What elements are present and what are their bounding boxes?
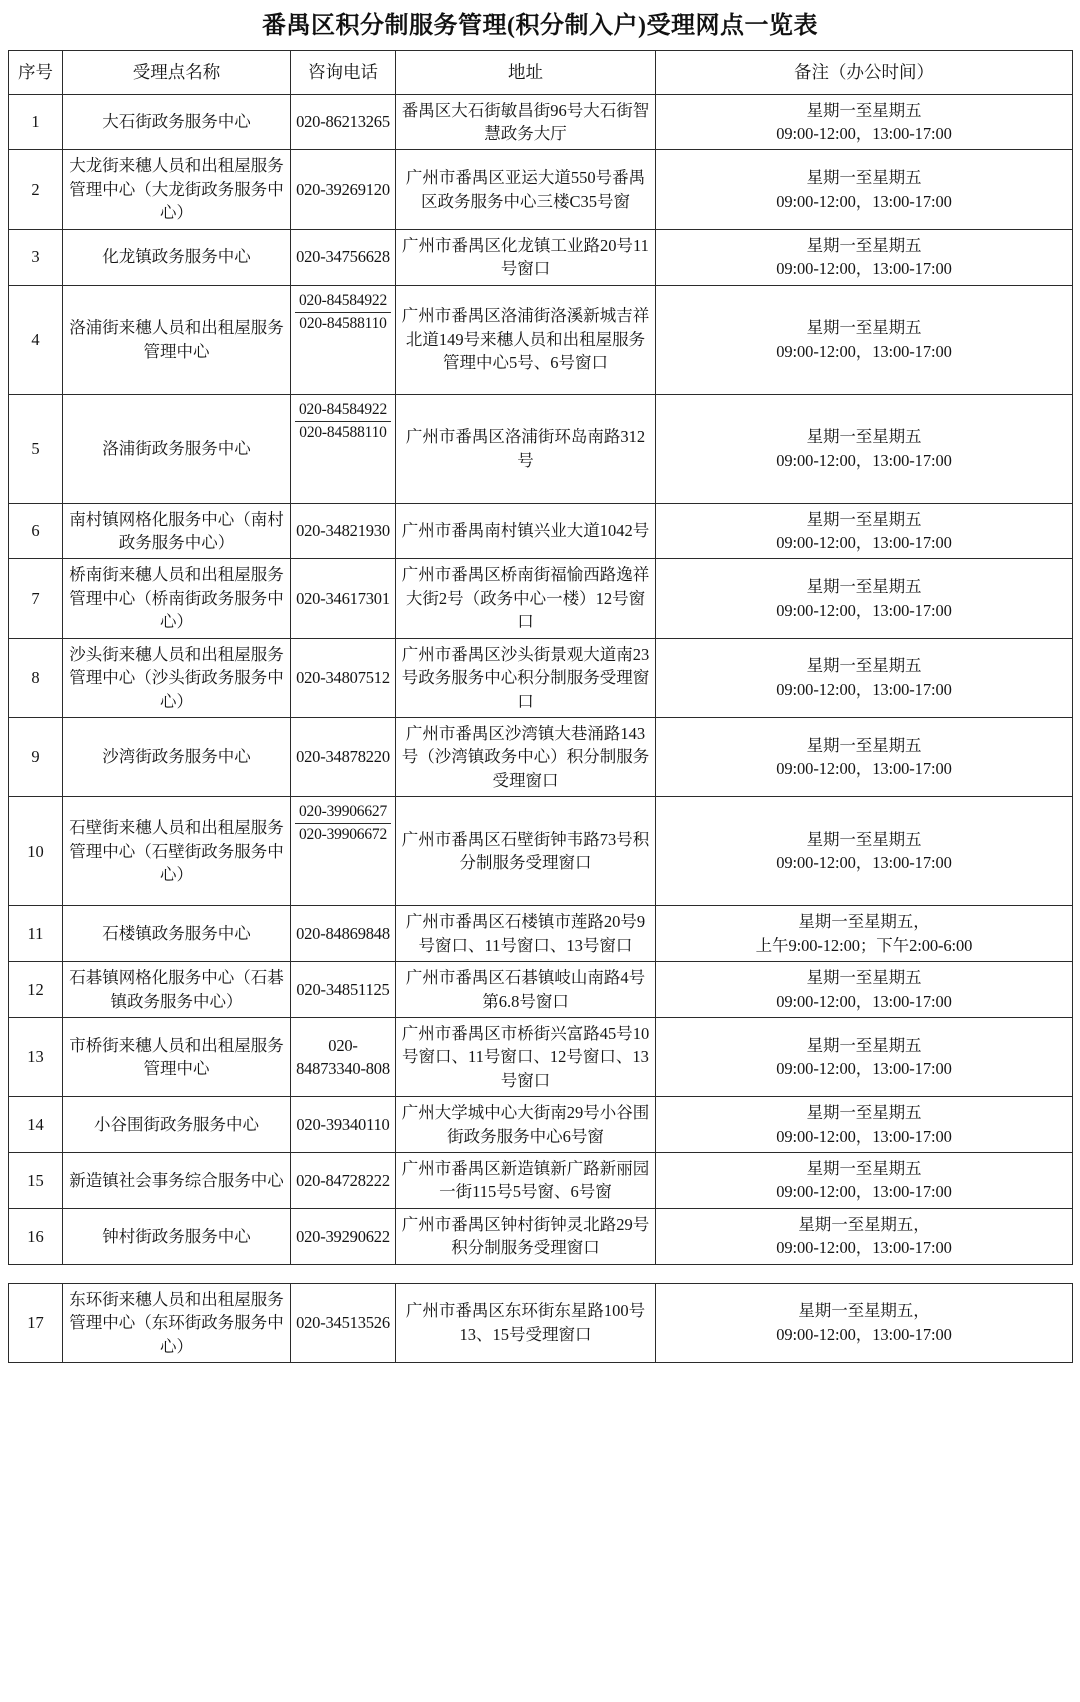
cell-point-name: 石壁街来穗人员和出租屋服务管理中心（石壁街政务服务中心） bbox=[63, 797, 291, 906]
cell-address: 广州大学城中心大街南29号小谷围街政务服务中心6号窗 bbox=[396, 1097, 656, 1153]
cell-office-hours bbox=[656, 1097, 1073, 1153]
cell-point-name: 南村镇网格化服务中心（南村政务服务中心） bbox=[63, 503, 291, 559]
cell-office-hours bbox=[656, 1017, 1073, 1096]
cell-phone: 020-34821930 bbox=[291, 503, 396, 559]
office-hours-times: 09:00-12:00，13:00-17:00 bbox=[776, 450, 952, 470]
office-hours-weekdays: 星期一至星期五 bbox=[806, 318, 922, 338]
cell-seq: 14 bbox=[9, 1097, 63, 1153]
cell-phone: 020-34878220 bbox=[291, 717, 396, 796]
cell-seq: 13 bbox=[9, 1017, 63, 1096]
cell-office-hours bbox=[656, 962, 1073, 1018]
cell-address: 广州市番禺区亚运大道550号番禺区政务服务中心三楼C35号窗 bbox=[396, 150, 656, 229]
cell-office-hours bbox=[656, 559, 1073, 638]
column-header-address: 地址 bbox=[396, 50, 656, 94]
cell-address: 广州市番禺区钟村街钟灵北路29号积分制服务受理窗口 bbox=[396, 1208, 656, 1264]
cell-phone: 020-34617301 bbox=[291, 559, 396, 638]
cell-seq: 15 bbox=[9, 1153, 63, 1209]
cell-office-hours bbox=[656, 285, 1073, 394]
cell-office-hours bbox=[656, 717, 1073, 796]
table-row bbox=[9, 394, 1073, 503]
office-hours-weekdays: 星期一至星期五 bbox=[806, 1035, 922, 1055]
cell-point-name: 东环街来穗人员和出租屋服务管理中心（东环街政务服务中心） bbox=[63, 1283, 291, 1362]
cell-point-name: 洛浦街来穗人员和出租屋服务管理中心 bbox=[63, 285, 291, 394]
cell-seq: 5 bbox=[9, 394, 63, 503]
cell-address: 广州市番禺区化龙镇工业路20号11号窗口 bbox=[396, 229, 656, 285]
office-hours-weekdays: 星期一至星期五 bbox=[806, 577, 922, 597]
cell-seq: 8 bbox=[9, 638, 63, 717]
cell-office-hours bbox=[656, 94, 1073, 150]
cell-office-hours bbox=[656, 906, 1073, 962]
office-hours-times: 09:00-12:00，13:00-17:00 bbox=[776, 259, 952, 279]
cell-phone: 020-84869848 bbox=[291, 906, 396, 962]
table-row bbox=[9, 94, 1073, 150]
page-break-gap bbox=[0, 1265, 1080, 1283]
table-row bbox=[9, 797, 1073, 906]
cell-phone-primary: 020-84584922 bbox=[295, 290, 391, 313]
cell-phone: 020-34513526 bbox=[291, 1283, 396, 1362]
cell-seq: 7 bbox=[9, 559, 63, 638]
office-hours-weekdays: 星期一至星期五 bbox=[806, 100, 922, 120]
cell-phone: 020-39340110 bbox=[291, 1097, 396, 1153]
office-hours-times: 09:00-12:00，13:00-17:00 bbox=[776, 341, 952, 361]
office-hours-weekdays: 星期一至星期五 bbox=[806, 1159, 922, 1179]
office-hours-times: 上午9:00-12:00；下午2:00-6:00 bbox=[755, 935, 973, 955]
cell-address: 广州市番禺区桥南街福愉西路逸祥大街2号（政务中心一楼）12号窗口 bbox=[396, 559, 656, 638]
cell-phone-primary: 020-39906627 bbox=[295, 801, 391, 824]
cell-phone-primary: 020-84584922 bbox=[295, 399, 391, 422]
cell-point-name: 钟村街政务服务中心 bbox=[63, 1208, 291, 1264]
cell-office-hours bbox=[656, 150, 1073, 229]
cell-address: 广州市番禺区市桥街兴富路45号10号窗口、11号窗口、12号窗口、13号窗口 bbox=[396, 1017, 656, 1096]
cell-phone: 020-34756628 bbox=[291, 229, 396, 285]
cell-point-name: 沙头街来穗人员和出租屋服务管理中心（沙头街政务服务中心） bbox=[63, 638, 291, 717]
office-hours-weekdays: 星期一至星期五 bbox=[806, 656, 922, 676]
reception-points-table-continued bbox=[8, 1283, 1073, 1363]
table-row bbox=[9, 906, 1073, 962]
cell-seq: 10 bbox=[9, 797, 63, 906]
office-hours-weekdays: 星期一至星期五 bbox=[806, 735, 922, 755]
cell-address: 广州市番禺区东环街东星路100号13、15号受理窗口 bbox=[396, 1283, 656, 1362]
cell-address: 广州市番禺区新造镇新广路新丽园一街115号5号窗、6号窗 bbox=[396, 1153, 656, 1209]
column-header-phone: 咨询电话 bbox=[291, 50, 396, 94]
cell-phone bbox=[291, 394, 396, 503]
table-row bbox=[9, 1153, 1073, 1209]
table-row bbox=[9, 285, 1073, 394]
office-hours-times: 09:00-12:00，13:00-17:00 bbox=[776, 1182, 952, 1202]
office-hours-times: 09:00-12:00，13:00-17:00 bbox=[776, 191, 952, 211]
column-header-note: 备注（办公时间） bbox=[656, 50, 1073, 94]
cell-office-hours bbox=[656, 638, 1073, 717]
cell-phone: 020-84728222 bbox=[291, 1153, 396, 1209]
cell-point-name: 大石街政务服务中心 bbox=[63, 94, 291, 150]
office-hours-weekdays: 星期一至星期五， bbox=[798, 1214, 930, 1234]
cell-office-hours bbox=[656, 1208, 1073, 1264]
table-header-row bbox=[9, 50, 1073, 94]
cell-office-hours bbox=[656, 1283, 1073, 1362]
office-hours-weekdays: 星期一至星期五 bbox=[806, 509, 922, 529]
cell-seq: 12 bbox=[9, 962, 63, 1018]
office-hours-times: 09:00-12:00，13:00-17:00 bbox=[776, 124, 952, 144]
cell-phone bbox=[291, 285, 396, 394]
office-hours-times: 09:00-12:00，13:00-17:00 bbox=[776, 1238, 952, 1258]
office-hours-weekdays: 星期一至星期五， bbox=[798, 1301, 930, 1321]
cell-phone-secondary: 020-84588110 bbox=[299, 314, 387, 332]
office-hours-times: 09:00-12:00，13:00-17:00 bbox=[776, 679, 952, 699]
table-row bbox=[9, 638, 1073, 717]
table-row bbox=[9, 559, 1073, 638]
cell-seq: 3 bbox=[9, 229, 63, 285]
table-row bbox=[9, 962, 1073, 1018]
cell-office-hours bbox=[656, 503, 1073, 559]
cell-phone: 020-84873340-808 bbox=[291, 1017, 396, 1096]
cell-office-hours bbox=[656, 797, 1073, 906]
office-hours-weekdays: 星期一至星期五 bbox=[806, 235, 922, 255]
office-hours-weekdays: 星期一至星期五 bbox=[806, 1103, 922, 1123]
cell-seq: 16 bbox=[9, 1208, 63, 1264]
office-hours-weekdays: 星期一至星期五 bbox=[806, 168, 922, 188]
cell-seq: 9 bbox=[9, 717, 63, 796]
cell-point-name: 石碁镇网格化服务中心（石碁镇政务服务中心） bbox=[63, 962, 291, 1018]
cell-seq: 1 bbox=[9, 94, 63, 150]
cell-address: 广州市番禺区石碁镇岐山南路4号第6.8号窗口 bbox=[396, 962, 656, 1018]
cell-point-name: 石楼镇政务服务中心 bbox=[63, 906, 291, 962]
office-hours-times: 09:00-12:00，13:00-17:00 bbox=[776, 600, 952, 620]
office-hours-times: 09:00-12:00，13:00-17:00 bbox=[776, 991, 952, 1011]
page-title: 番禺区积分制服务管理(积分制入户)受理网点一览表 bbox=[262, 13, 818, 39]
cell-point-name: 大龙街来穗人员和出租屋服务管理中心（大龙街政务服务中心） bbox=[63, 150, 291, 229]
table-row bbox=[9, 1208, 1073, 1264]
office-hours-weekdays: 星期一至星期五 bbox=[806, 968, 922, 988]
office-hours-weekdays: 星期一至星期五 bbox=[806, 427, 922, 447]
cell-seq: 11 bbox=[9, 906, 63, 962]
cell-point-name: 新造镇社会事务综合服务中心 bbox=[63, 1153, 291, 1209]
office-hours-times: 09:00-12:00，13:00-17:00 bbox=[776, 759, 952, 779]
cell-phone-secondary: 020-39906672 bbox=[298, 826, 387, 844]
cell-phone: 020-39290622 bbox=[291, 1208, 396, 1264]
cell-address: 番禺区大石街敏昌街96号大石街智慧政务大厅 bbox=[396, 94, 656, 150]
reception-points-table bbox=[8, 50, 1073, 1265]
table-row bbox=[9, 1097, 1073, 1153]
office-hours-times: 09:00-12:00，13:00-17:00 bbox=[776, 1126, 952, 1146]
cell-seq: 2 bbox=[9, 150, 63, 229]
table-row bbox=[9, 1283, 1073, 1362]
office-hours-times: 09:00-12:00，13:00-17:00 bbox=[776, 1324, 952, 1344]
office-hours-times: 09:00-12:00，13:00-17:00 bbox=[776, 533, 952, 553]
column-header-name: 受理点名称 bbox=[63, 50, 291, 94]
table-row bbox=[9, 1017, 1073, 1096]
cell-point-name: 沙湾街政务服务中心 bbox=[63, 717, 291, 796]
cell-office-hours bbox=[656, 394, 1073, 503]
cell-seq: 4 bbox=[9, 285, 63, 394]
table-row bbox=[9, 717, 1073, 796]
cell-point-name: 小谷围街政务服务中心 bbox=[63, 1097, 291, 1153]
cell-office-hours bbox=[656, 229, 1073, 285]
cell-point-name: 市桥街来穗人员和出租屋服务管理中心 bbox=[63, 1017, 291, 1096]
cell-address: 广州市番禺区沙头街景观大道南23号政务服务中心积分制服务受理窗口 bbox=[396, 638, 656, 717]
column-header-seq: 序号 bbox=[9, 50, 63, 94]
cell-address: 广州市番禺区沙湾镇大巷涌路143号（沙湾镇政务中心）积分制服务受理窗口 bbox=[396, 717, 656, 796]
cell-phone: 020-34851125 bbox=[291, 962, 396, 1018]
office-hours-times: 09:00-12:00，13:00-17:00 bbox=[776, 1059, 952, 1079]
cell-phone bbox=[291, 797, 396, 906]
cell-address: 广州市番禺区石壁街钟韦路73号积分制服务受理窗口 bbox=[396, 797, 656, 906]
cell-address: 广州市番禺区石楼镇市莲路20号9号窗口、11号窗口、13号窗口 bbox=[396, 906, 656, 962]
cell-point-name: 洛浦街政务服务中心 bbox=[63, 394, 291, 503]
table-row bbox=[9, 229, 1073, 285]
table-row bbox=[9, 503, 1073, 559]
cell-address: 广州市番禺区洛浦街环岛南路312号 bbox=[396, 394, 656, 503]
cell-point-name: 化龙镇政务服务中心 bbox=[63, 229, 291, 285]
cell-phone: 020-34807512 bbox=[291, 638, 396, 717]
cell-address: 广州市番禺区洛浦街洛溪新城吉祥北道149号来穗人员和出租屋服务管理中心5号、6号窗口 bbox=[396, 285, 656, 394]
cell-seq: 17 bbox=[9, 1283, 63, 1362]
cell-seq: 6 bbox=[9, 503, 63, 559]
office-hours-weekdays: 星期一至星期五， bbox=[798, 912, 930, 932]
cell-point-name: 桥南街来穗人员和出租屋服务管理中心（桥南街政务服务中心） bbox=[63, 559, 291, 638]
table-row bbox=[9, 150, 1073, 229]
cell-office-hours bbox=[656, 1153, 1073, 1209]
office-hours-weekdays: 星期一至星期五 bbox=[806, 829, 922, 849]
cell-address: 广州市番禺南村镇兴业大道1042号 bbox=[396, 503, 656, 559]
cell-phone-secondary: 020-84588110 bbox=[299, 423, 387, 441]
office-hours-times: 09:00-12:00，13:00-17:00 bbox=[776, 853, 952, 873]
cell-phone: 020-86213265 bbox=[291, 94, 396, 150]
cell-phone: 020-39269120 bbox=[291, 150, 396, 229]
